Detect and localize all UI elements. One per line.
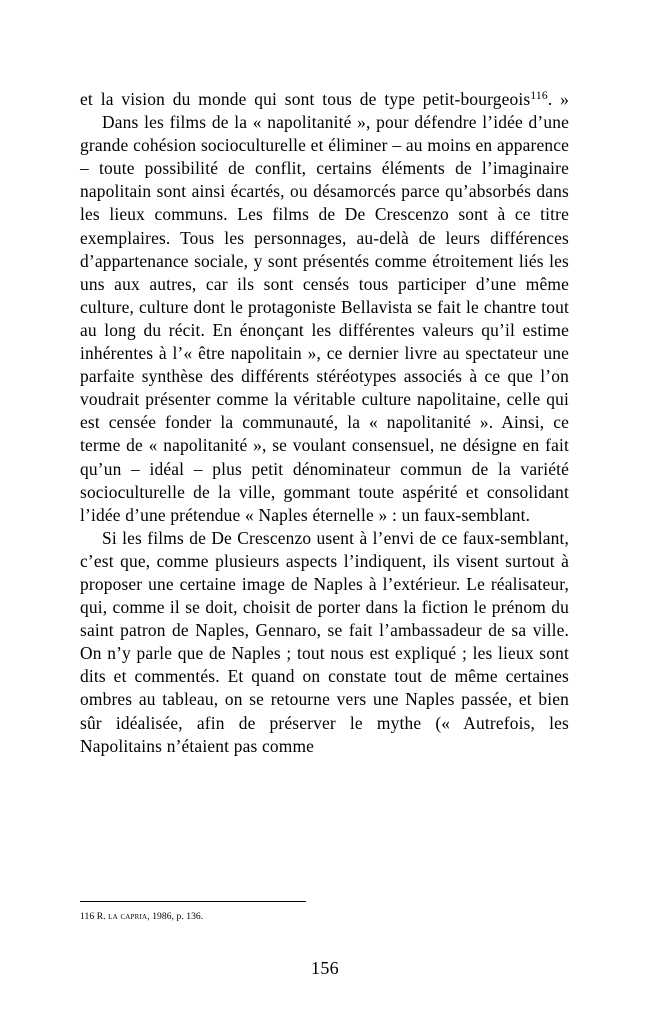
paragraph-1-text-after-footnote: . » <box>547 89 569 109</box>
paragraph-3: Si les films de De Crescenzo usent à l’envi de ce faux-semblant, c’est que, comme plusieurs aspects l’indiquent, ils visent surtout à proposer une certaine image de Naples à l’extérieur. Le réalisateur, qui, comme il se doit, choisit de porter dans la fiction le prénom du saint patron de Naples, Gennaro, se fait l’ambassadeur de sa ville. On n’y parle que de Naples ; tout nous est expliqué ; les lieux sont dits et commentés. Et quand on constate tout de même certaines ombres au tableau, on se retourne vers une Naples passée, et bien sûr idéalisée, afin de préserver le mythe (« Autrefois, les Napolitains n’étaient pas comme <box>80 527 569 756</box>
main-text-block <box>80 88 569 758</box>
paragraph-2: Dans les films de la « napolitanité », pour défendre l’idée d’une grande cohésion socioculturelle et éliminer – au moins en apparence – toute possibilité de conflit, certains éléments de l’imaginaire napolitain sont ainsi écartés, ou désamorcés parce qu’absorbés dans les lieux communs. Les films de De Crescenzo sont à ce titre exemplaires. Tous les personnages, au-delà de leurs différences d’appartenance sociale, y sont présentés comme étroitement liés les uns aux autres, car ils sont censés tous participer d’une même culture, culture dont le protagoniste Bellavista se fait le chantre tout au long du récit. En énonçant les différentes valeurs qu’il estime inhérentes à l’« être napolitain », ce dernier livre au spectateur une parfaite synthèse des différents stéréotypes associés à ce que l’on voudrait présenter comme la véritable culture napolitaine, celle qui est censée fonder la communauté, la « napolitanité ». Ainsi, ce terme de « napolitanité », se voulant consensuel, ne désigne en fait qu’un – idéal – plus petit dénominateur commun de la variété socioculturelle de la ville, gommant toute aspérité et consolidant l’idée d’une prétendue « Naples éternelle » : un faux-semblant. <box>80 112 569 525</box>
paragraph-1-text-before-footnote: et la vision du monde qui sont tous de type petit-bourgeois <box>80 89 531 109</box>
page-number: 156 <box>310 958 340 978</box>
footnote-page-reference: p. 136. <box>176 911 204 922</box>
footnote-number: 116 <box>80 911 95 922</box>
footnote-author: la capria <box>108 911 148 922</box>
footnote-author-prefix: R. <box>96 911 106 922</box>
footnote-separator-rule <box>80 901 306 902</box>
footnote-year: 1986 <box>152 911 172 922</box>
footnote-116: 116 R. la capria, 1986, p. 136. <box>80 911 204 922</box>
paragraph-1 <box>80 88 569 111</box>
footnote-reference-116[interactable]: 116 <box>530 90 548 103</box>
